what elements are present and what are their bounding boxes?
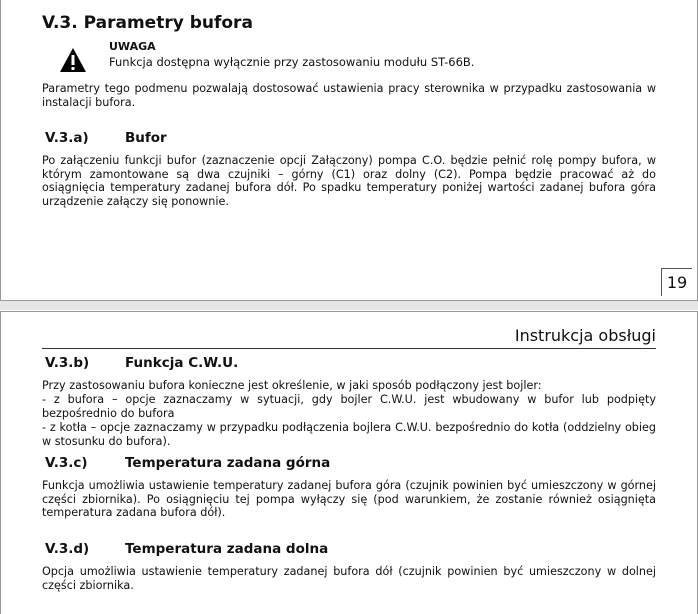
section-b-line3: - z kotła – opcje zaznaczamy w przypadku podłączenia bojlera C.W.U. bezpośrednio do kotła (oddzielny obieg w stosunku do bufora). <box>42 421 656 448</box>
section-c-title: Temperatura zadana górna <box>125 455 331 471</box>
section-d-heading <box>45 541 328 557</box>
section-b-line2: - z bufora – opcje zaznaczamy w sytuacji, gdy bojler C.W.U. jest wbudowany w bufor lub podpięty bezpośrednio do bufora <box>42 393 656 420</box>
section-b-heading <box>45 355 238 371</box>
page-number: 19 <box>661 268 692 296</box>
section-title: V.3. Parametry bufora <box>42 13 253 33</box>
section-d-number: V.3.d) <box>45 541 90 557</box>
section-d-title: Temperatura zadana dolna <box>125 541 329 557</box>
header-rule <box>42 348 656 349</box>
section-d-text: Opcja umożliwia ustawienie temperatury zadanej bufora dół (czujnik powinien być umieszczony w dolnej części zbiornika. <box>42 565 656 592</box>
warning-triangle-icon <box>59 47 87 73</box>
section-b-title: Funkcja C.W.U. <box>125 355 239 371</box>
warning-text: Funkcja dostępna wyłącznie przy zastosowaniu modułu ST-66B. <box>109 55 475 69</box>
page-gap <box>0 301 698 310</box>
section-c-text: Funkcja umożliwia ustawienie temperatury zadanej bufora góra (czujnik powinien być umieszczony w górnej części zbiornika). Po osiągnięciu tej pompa wyłączy się (pod warunkiem, że zostanie również osiągnięta temperatura zadana bufora dół). <box>42 479 656 519</box>
intro-paragraph: Parametry tego podmenu pozwalają dostosować ustawienia pracy sterownika w przypadku zastosowania w instalacji bufora. <box>42 82 656 109</box>
running-head: Instrukcja obsługi <box>514 326 656 345</box>
section-b-line1: Przy zastosowaniu bufora konieczne jest określenie, w jaki sposób podłączony jest bojler: <box>42 379 542 392</box>
section-a-title: Bufor <box>125 130 167 146</box>
section-a-heading <box>45 130 167 146</box>
section-a-number: V.3.a) <box>45 130 89 146</box>
section-c-heading <box>45 455 330 471</box>
section-c-number: V.3.c) <box>45 455 88 471</box>
warning-title: UWAGA <box>109 40 156 53</box>
section-b-number: V.3.b) <box>45 355 90 371</box>
section-a-text: Po załączeniu funkcji bufor (zaznaczenie opcji Załączony) pompa C.O. będzie pełnić rolę pompy bufora, w którym zamontowane są dwa czujniki – górny (C1) oraz dolny (C2). Pompa będzie pracować aż do osiągnięcia temperatury zadanej bufora dół. Po spadku temperatury poniżej wartości zadanej bufora góra urządzenie załączy się ponownie. <box>42 154 656 208</box>
page-top <box>0 0 698 301</box>
